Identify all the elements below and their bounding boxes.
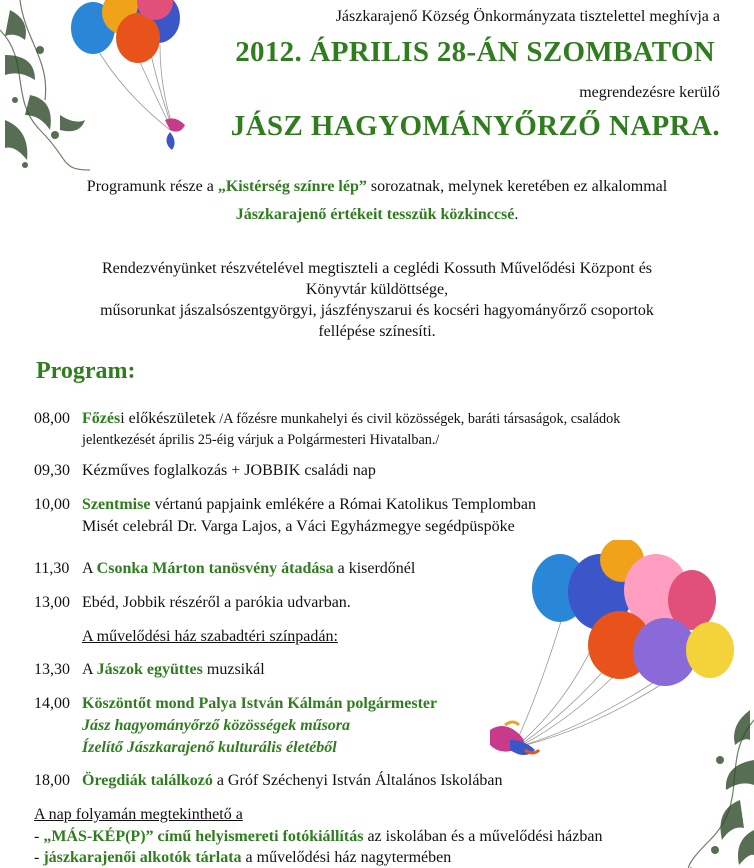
program-item-1400-line2: Jász hagyományőrző közösségek műsora [82,717,351,734]
intro-line-2: Jászkarajenő értékeit tesszük közkinccsé. [235,206,519,223]
invitation-line: Jászkarajenő Község Önkormányzata tisztelettel meghívja a [335,8,720,25]
visitors-paragraph: Rendezvényünket részvételével megtiszteli a ceglédi Kossuth Művelődési Központ és Könyvtár küldöttsége, műsorunkat jászalsószentgyörgyi, jászfényszarui és kocséri hagyományőrző csoportok fellépése színesíti. [100,260,654,340]
event-title: JÁSZ HAGYOMÁNYŐRZŐ NAPRA. [230,110,720,142]
exhibit-item-artists: - jászkarajenői alkotók tárlata a művelődési ház nagytermében [34,849,452,866]
event-date: 2012. ÁPRILIS 28-ÁN SZOMBATON [235,36,715,68]
program-item-1330: 13,30 A Jászok együttes muzsikál [34,661,265,678]
intro-line-1: Programunk része a „Kistérség színre lép” sorozatnak, melynek keretében ez alkalommal [86,178,668,195]
exhibit-item-photo: - „MÁS-KÉP(P)” című helyismereti fotókiállítás az iskolában és a művelődési házban [34,828,603,845]
program-item-1800: 18,00 Öregdiák találkozó a Gróf Széchenyi István Általános Iskolában [34,772,503,789]
exhibits-heading: A nap folyamán megtekinthető a [34,806,243,823]
program-item-1000-line2: Misét celebrál Dr. Varga Lajos, a Váci Egyházmegye segédpüspöke [82,518,515,535]
floral-ornament-bottom-right [680,700,754,868]
program-item-1300: 13,00 Ebéd, Jobbik részéről a parókia udvarban. [34,594,351,611]
program-item-1130: 11,30 A Csonka Márton tanösvény átadása a kiserdőnél [34,560,416,577]
program-item-0930: 09,30 Kézműves foglalkozás + JOBBIK családi nap [34,462,376,479]
balloons-top-left-icon [60,0,220,155]
series-name: „Kistérség színre lép” [217,178,367,195]
stage-subheading: A művelődési ház szabadtéri színpadán: [82,628,338,645]
program-item-0800-note: jelentkezését április 25-éig várjuk a Polgármesteri Hivatalban./ [82,432,440,448]
program-item-1000: 10,00 Szentmise vértanú papjaink emlékére a Római Katolikus Templomban [34,496,537,513]
program-item-1400-line3: Ízelítő Jászkarajenő kulturális életéből [82,739,337,756]
program-item-1400: 14,00 Köszöntőt mond Palya István Kálmán polgármester [34,695,438,712]
program-item-0800: 08,00 Főzési előkészületek /A főzésre munkahelyi és civil közösségek, baráti társaságok, családok [34,410,621,427]
program-heading: Program: [36,358,136,384]
organized-line: megrendezésre kerülő [579,84,720,101]
